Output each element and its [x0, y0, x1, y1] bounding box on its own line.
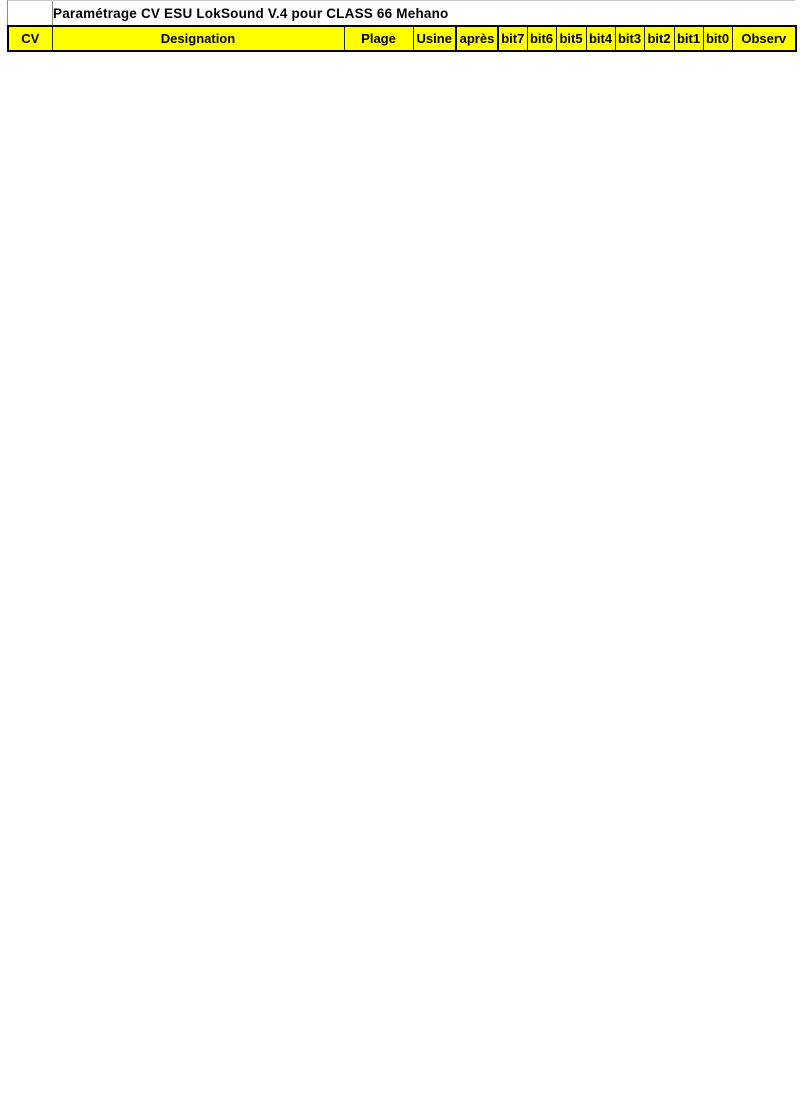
col-header-bit4[interactable]: bit4: [586, 26, 615, 51]
col-header-bit0[interactable]: bit0: [703, 26, 732, 51]
cv-table: [7, 25, 797, 52]
col-header-bit7[interactable]: bit7: [498, 26, 527, 51]
col-header-bit6[interactable]: bit6: [527, 26, 556, 51]
col-header-plage[interactable]: Plage: [344, 26, 413, 51]
col-header-observ[interactable]: Observ: [732, 26, 796, 51]
col-header-apres[interactable]: après: [456, 26, 498, 51]
header-row: [8, 26, 796, 51]
page-title: Paramétrage CV ESU LokSound V.4 pour CLASS 66 Mehano: [53, 5, 449, 21]
col-header-designation[interactable]: Designation: [52, 26, 344, 51]
col-header-bit3[interactable]: bit3: [615, 26, 644, 51]
col-header-usine[interactable]: Usine: [413, 26, 456, 51]
gridline: [52, 1, 53, 25]
col-header-bit2[interactable]: bit2: [644, 26, 674, 51]
sheet-title-row: [7, 0, 795, 25]
col-header-bit5[interactable]: bit5: [556, 26, 586, 51]
col-header-cv[interactable]: CV: [8, 26, 52, 51]
col-header-bit1[interactable]: bit1: [674, 26, 703, 51]
